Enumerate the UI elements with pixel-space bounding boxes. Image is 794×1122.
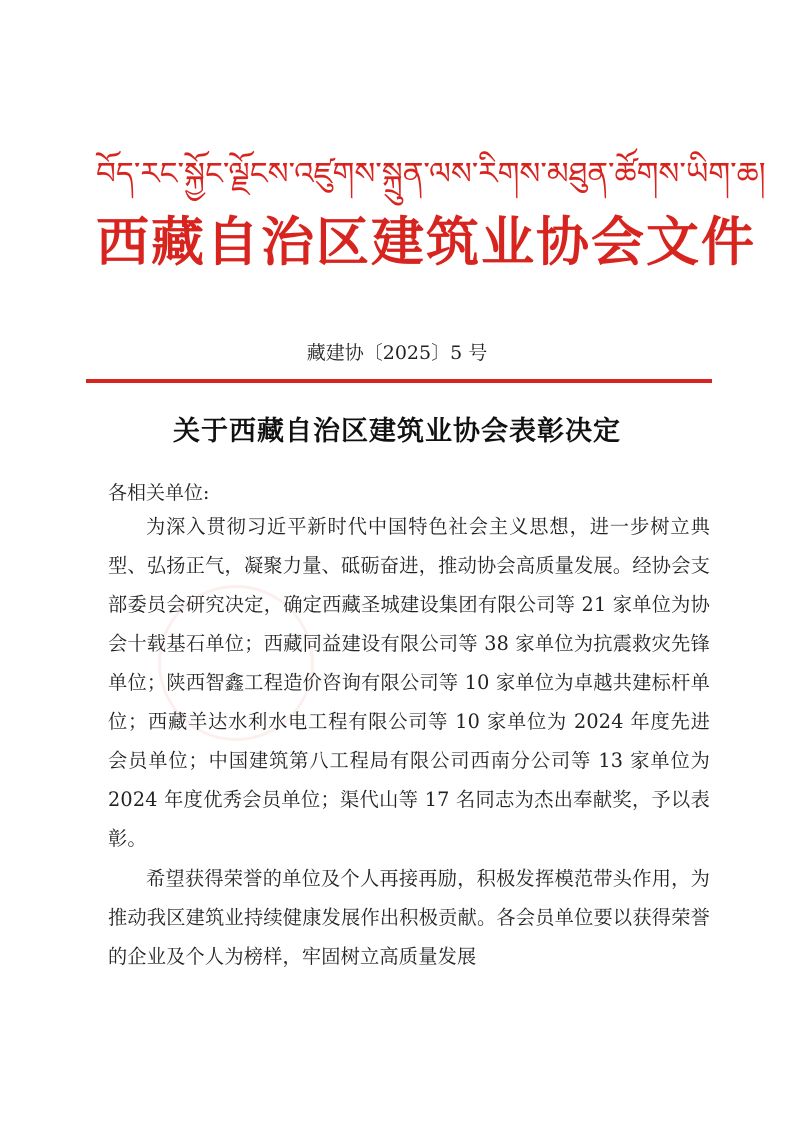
tibetan-header: བོད་རང་སྐྱོང་ལྗོངས་འཛུགས་སྐྲུན་ལས་རིགས་མཐུན་ཚོགས་ཡིག་ཆ། xyxy=(96,156,766,192)
document-number: 藏建协〔2025〕5 号 xyxy=(306,342,488,364)
red-divider xyxy=(86,379,712,383)
document-title: 关于西藏自治区建筑业协会表彰决定 xyxy=(173,416,621,447)
organization-title: 西藏自治区建筑业协会文件 xyxy=(96,212,756,273)
body-paragraph: 为深入贯彻习近平新时代中国特色社会主义思想，进一步树立典型、弘扬正气，凝聚力量、砥砺奋进，推动协会高质量发展。经协会支部委员会研究决定，确定西藏圣城建设集团有限公司等 21 家单位为协会十载基石单位；西藏同益建设有限公司等 38 家单位为抗震救灾先锋单位；陕西智鑫工程造价咨询有限公司等 10 家单位为卓越共建标杆单位；西藏羊达水利水电工程有限公司等 10 家单位为 2024 年度先进会员单位；中国建筑第八工程局有限公司西南分公司等 13 家单位为 2024 年度优秀会员单位；渠代山等 17 名同志为杰出奉献奖，予以表彰。 xyxy=(108,515,710,850)
salutation: 各相关单位: xyxy=(108,482,210,504)
body-paragraph: 希望获得荣誉的单位及个人再接再励，积极发挥模范带头作用，为推动我区建筑业持续健康发展作出积极贡献。各会员单位要以获得荣誉的企业及个人为榜样，牢固树立高质量发展 xyxy=(108,867,710,968)
